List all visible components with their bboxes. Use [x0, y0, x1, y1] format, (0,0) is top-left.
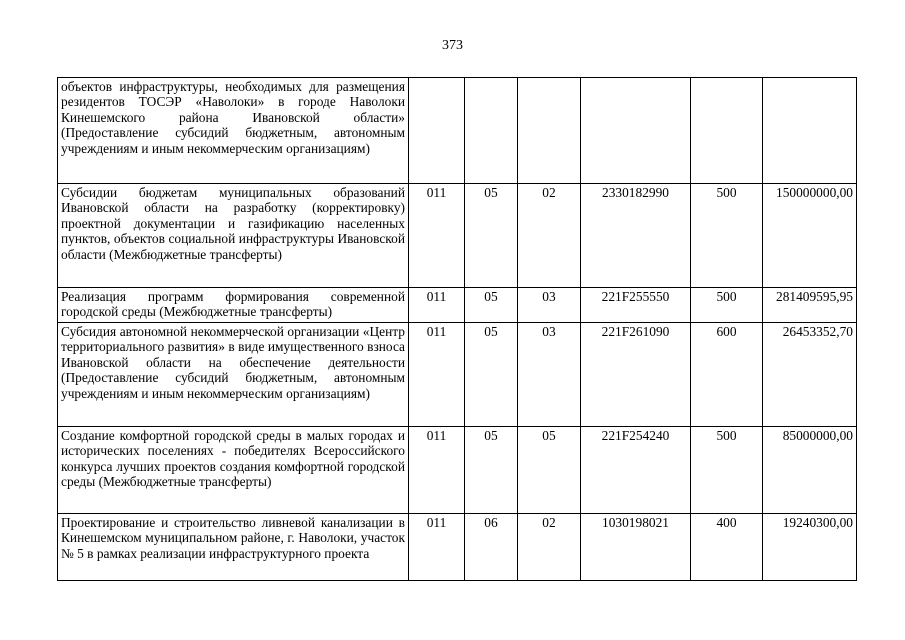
row-section-code	[465, 78, 518, 184]
row-section-code: 05	[465, 427, 518, 514]
row-expense-type: 500	[691, 288, 763, 323]
budget-table	[57, 77, 857, 581]
row-target-code: 2330182990	[581, 184, 691, 288]
row-expense-type: 500	[691, 184, 763, 288]
table-row	[58, 514, 857, 581]
row-admin-code: 011	[409, 427, 465, 514]
row-amount: 85000000,00	[763, 427, 857, 514]
table-row	[58, 323, 857, 427]
page-number: 373	[442, 38, 463, 53]
row-subsection-code	[518, 78, 581, 184]
row-subsection-code: 03	[518, 323, 581, 427]
row-amount: 19240300,00	[763, 514, 857, 581]
row-subsection-code: 02	[518, 184, 581, 288]
row-admin-code: 011	[409, 514, 465, 581]
row-target-code: 1030198021	[581, 514, 691, 581]
row-admin-code: 011	[409, 184, 465, 288]
row-amount	[763, 78, 857, 184]
row-subsection-code: 02	[518, 514, 581, 581]
row-section-code: 05	[465, 288, 518, 323]
row-target-code: 221F255550	[581, 288, 691, 323]
row-description: Субсидии бюджетам муниципальных образований Ивановской области на разработку (корректировку) проектной документации и газификацию населенных пунктов, объектов социальной инфраструктуры Ивановской области (Межбюджетные трансферты)	[58, 184, 409, 288]
row-description: Создание комфортной городской среды в малых городах и исторических поселениях - победителях Всероссийского конкурса лучших проектов создания комфортной городской среды (Межбюджетные трансферты)	[58, 427, 409, 514]
table-row	[58, 184, 857, 288]
row-admin-code: 011	[409, 288, 465, 323]
table-row	[58, 78, 857, 184]
row-subsection-code: 05	[518, 427, 581, 514]
row-description: Проектирование и строительство ливневой канализации в Кинешемском муниципальном районе, г. Наволоки, участок № 5 в рамках реализации инфраструктурного проекта	[58, 514, 409, 581]
row-amount: 150000000,00	[763, 184, 857, 288]
table-row	[58, 427, 857, 514]
row-amount: 281409595,95	[763, 288, 857, 323]
row-target-code: 221F254240	[581, 427, 691, 514]
row-section-code: 05	[465, 184, 518, 288]
row-target-code: 221F261090	[581, 323, 691, 427]
row-admin-code	[409, 78, 465, 184]
table-row	[58, 288, 857, 323]
row-section-code: 05	[465, 323, 518, 427]
row-section-code: 06	[465, 514, 518, 581]
row-description: Субсидия автономной некоммерческой организации «Центр территориального развития» в виде имущественного взноса Ивановской области на обеспечение деятельности (Предоставление субсидий бюджетным, автономным учреждениям и иным некоммерческим организациям)	[58, 323, 409, 427]
row-amount: 26453352,70	[763, 323, 857, 427]
row-expense-type: 600	[691, 323, 763, 427]
row-expense-type: 400	[691, 514, 763, 581]
row-expense-type	[691, 78, 763, 184]
row-admin-code: 011	[409, 323, 465, 427]
row-target-code	[581, 78, 691, 184]
row-description: Реализация программ формирования современной городской среды (Межбюджетные трансферты)	[58, 288, 409, 323]
row-expense-type: 500	[691, 427, 763, 514]
row-description: объектов инфраструктуры, необходимых для размещения резидентов ТОСЭР «Наволоки» в городе Наволоки Кинешемского района Ивановской области» (Предоставление субсидий бюджетным, автономным учреждениям и иным некоммерческим организациям)	[58, 78, 409, 184]
row-subsection-code: 03	[518, 288, 581, 323]
